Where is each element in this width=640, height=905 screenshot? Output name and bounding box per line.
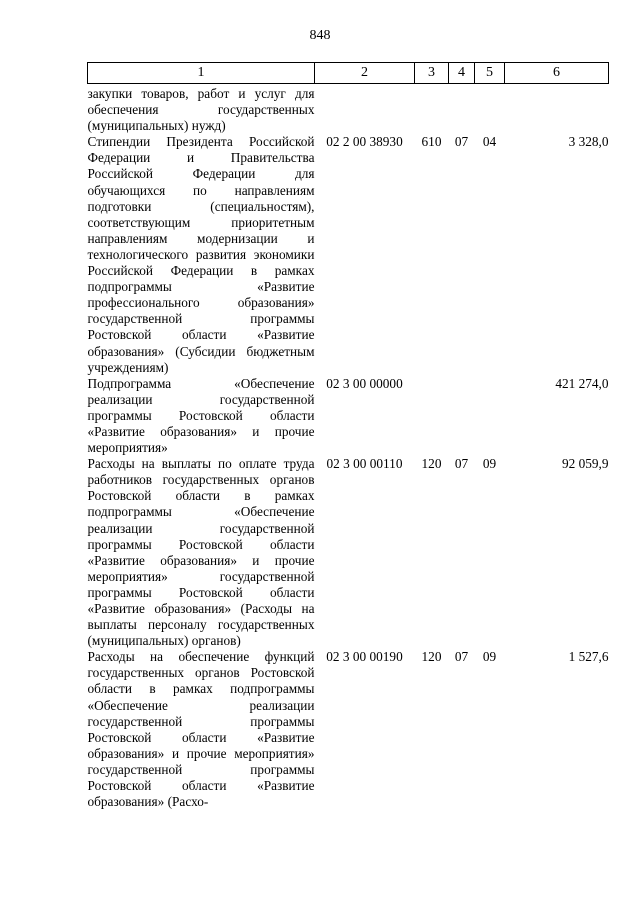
row-description: Расходы на обеспечение функций государственных органов Ростовской области в рамках подпрограммы «Обеспечение реализации государственной программы Ростовской области «Развитие образования» и прочие мероприятия» государственной программы Ростовской области «Развитие образования» (Расхо- <box>87 649 315 810</box>
table-row <box>88 134 609 375</box>
row-amount: 92 059,9 <box>561 456 609 472</box>
column-header-3: 3 <box>415 63 449 84</box>
row-subsection: 09 <box>482 649 497 665</box>
column-header-1: 1 <box>88 63 315 84</box>
row-section: 07 <box>454 649 469 665</box>
row-description: закупки товаров, работ и услуг для обеспечения государственных (муниципальных) нужд) <box>87 86 315 134</box>
row-expense-type: 610 <box>421 134 442 150</box>
row-expense-type <box>415 376 449 456</box>
page-number: 848 <box>309 28 331 43</box>
row-expense-type: 120 <box>421 456 442 472</box>
row-description: Стипендии Президента Российской Федерации и Правительства Российской Федерации для обучающихся по направлениям подготовки (специальностям), соответствующим приоритетным направлениям модернизации и технологического развития экономики Российской Федерации в рамках подпрограммы «Развитие профессионального образования» государственной программы Ростовской области «Развитие образования» (Субсидии бюджетным учреждениям) <box>87 134 315 375</box>
table-row <box>88 376 609 456</box>
column-header-2: 2 <box>315 63 415 84</box>
row-subsection <box>475 84 505 135</box>
table-row <box>88 456 609 649</box>
row-description: Подпрограмма «Обеспечение реализации государственной программы Ростовской области «Развитие образования» и прочие мероприятия» <box>87 375 315 456</box>
table-header-row <box>88 63 609 84</box>
row-target-code: 02 2 00 38930 <box>326 134 403 150</box>
row-description: Расходы на выплаты по оплате труда работников государственных органов Ростовской области в рамках подпрограммы «Обеспечение реализации государственной программы Ростовской области «Развитие образования» и прочие мероприятия» государственной программы Ростовской области «Развитие образования» (Расходы на выплаты персоналу государственных (муниципальных) органов) <box>87 456 315 649</box>
row-target-code: 02 3 00 00190 <box>326 649 403 665</box>
budget-table <box>87 62 609 810</box>
row-amount: 3 328,0 <box>568 134 609 150</box>
column-header-6: 6 <box>505 63 609 84</box>
row-expense-type <box>415 84 449 135</box>
row-subsection: 09 <box>482 456 497 472</box>
row-section <box>449 84 475 135</box>
row-subsection: 04 <box>482 134 497 150</box>
row-amount: 421 274,0 <box>555 375 609 391</box>
row-section: 07 <box>454 456 469 472</box>
row-subsection <box>475 376 505 456</box>
row-target-code: 02 3 00 00110 <box>326 456 403 472</box>
row-section: 07 <box>454 134 469 150</box>
row-amount <box>505 84 609 135</box>
table-row <box>88 649 609 810</box>
row-section <box>449 376 475 456</box>
row-amount: 1 527,6 <box>568 649 609 665</box>
column-header-5: 5 <box>475 63 505 84</box>
row-expense-type: 120 <box>421 649 442 665</box>
row-target-code: 02 3 00 00000 <box>326 375 403 391</box>
table-row <box>88 84 609 135</box>
row-target-code <box>315 84 415 135</box>
column-header-4: 4 <box>449 63 475 84</box>
